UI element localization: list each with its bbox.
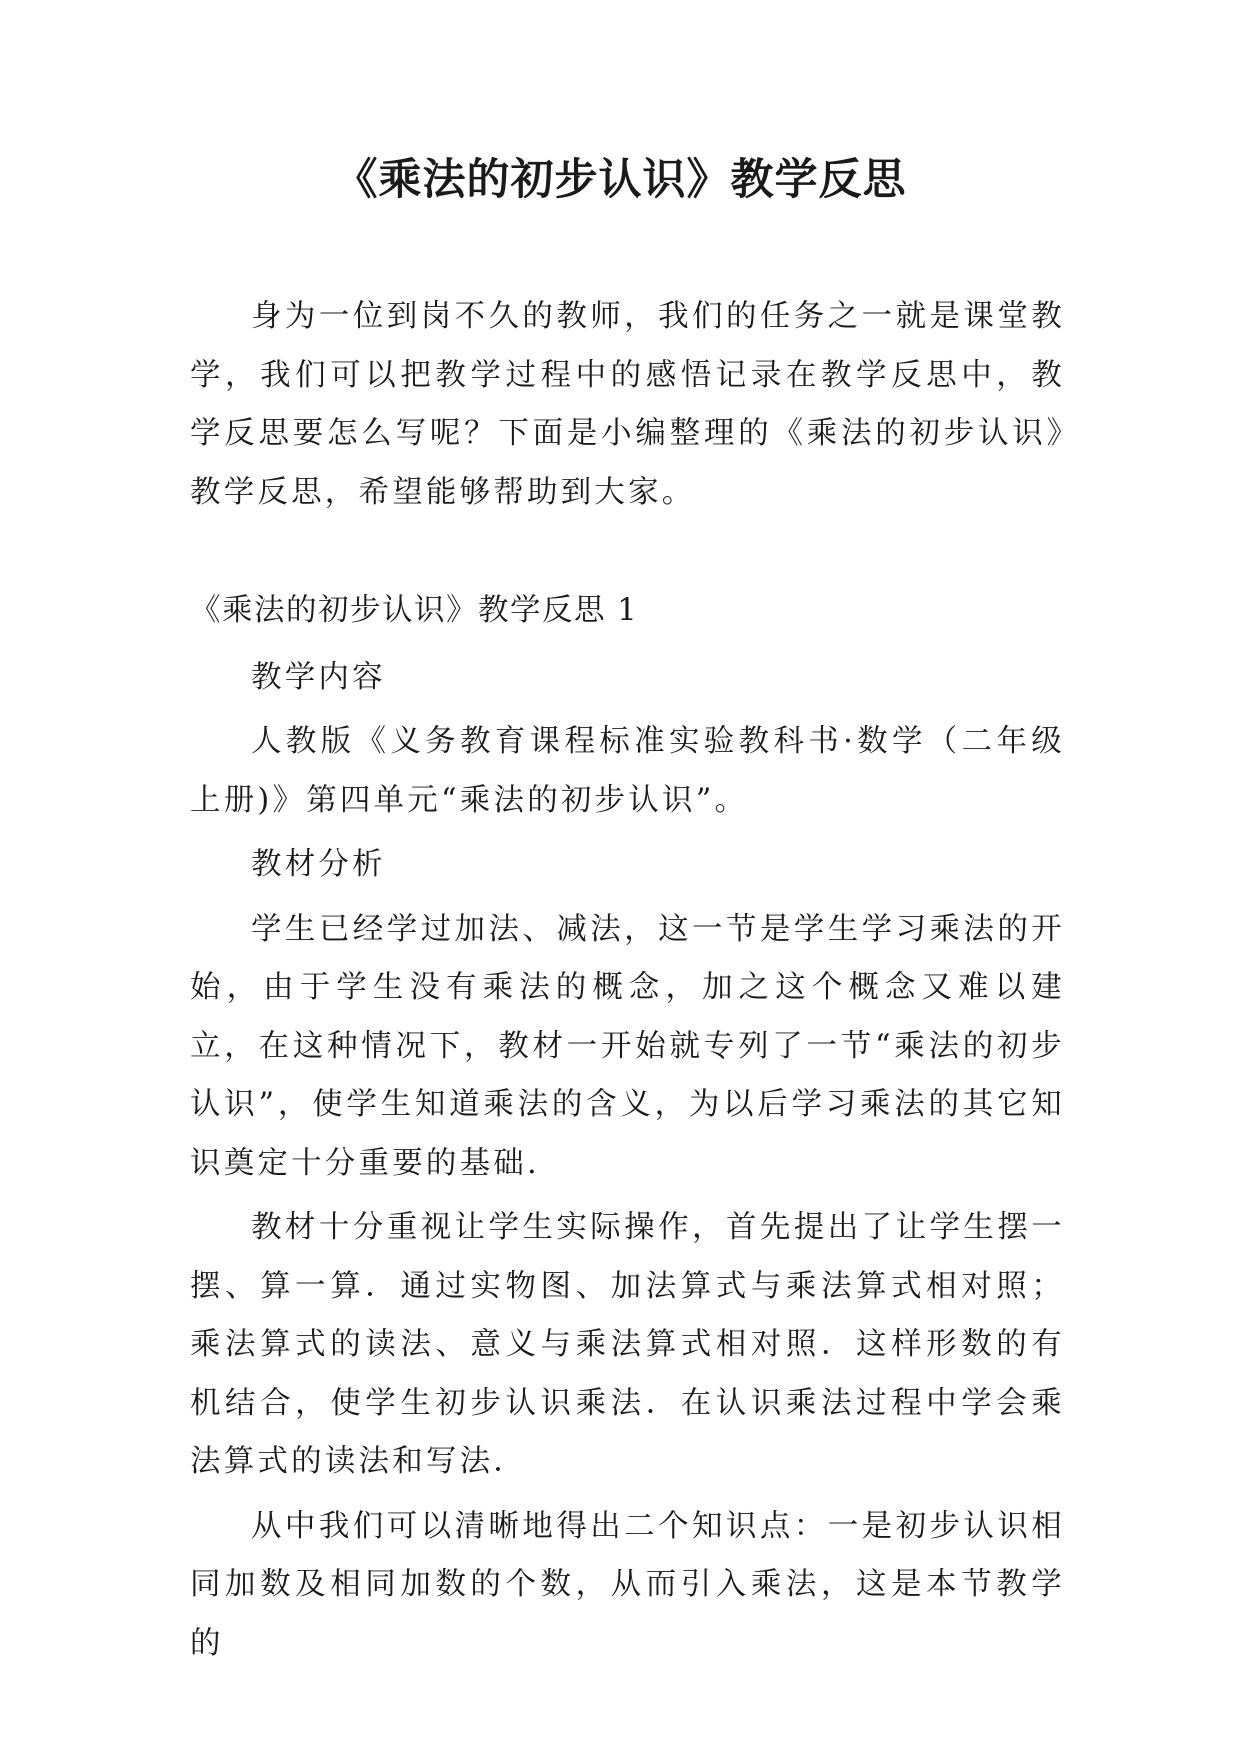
teaching-content-text: 人教版《义务教育课程标准实验教科书·数学（二年级上册)》第四单元“乘法的初步认识”。 [190, 724, 1065, 818]
document-title: 《乘法的初步认识》教学反思 [334, 155, 907, 205]
intro-section [190, 288, 1065, 522]
section-heading: 《乘法的初步认识》教学反思 1 [190, 593, 639, 628]
teaching-content-label: 教学内容 [251, 659, 386, 695]
analysis-paragraph-2: 教材十分重视让学生实际操作，首先提出了让学生摆一摆、算一算．通过实物图、加法算式与乘法算式相对照；乘法算式的读法、意义与乘法算式相对照．这样形数的有机结合，使学生初步认识乘法．在认识乘法过程中学会乘法算式的读法和写法． [190, 1210, 1065, 1479]
main-section [190, 582, 1065, 1673]
intro-paragraph: 身为一位到岗不久的教师，我们的任务之一就是课堂教学，我们可以把教学过程中的感悟记录在教学反思中，教学反思要怎么写呢？下面是小编整理的《乘法的初步认识》教学反思，希望能够帮助到大家。 [190, 299, 1065, 510]
material-analysis-label: 教材分析 [251, 847, 386, 882]
analysis-paragraph-1: 学生已经学过加法、减法，这一节是学生学习乘法的开始，由于学生没有乘法的概念，加之这个概念又难以建立，在这种情况下，教材一开始就专列了一节“乘法的初步认识”，使学生知道乘法的含义，为以后学习乘法的其它知识奠定十分重要的基础. [190, 911, 1065, 1181]
analysis-paragraph-3: 从中我们可以清晰地得出二个知识点：一是初步认识相同加数及相同加数的个数，从而引入乘法，这是本节教学的 [190, 1508, 1065, 1661]
